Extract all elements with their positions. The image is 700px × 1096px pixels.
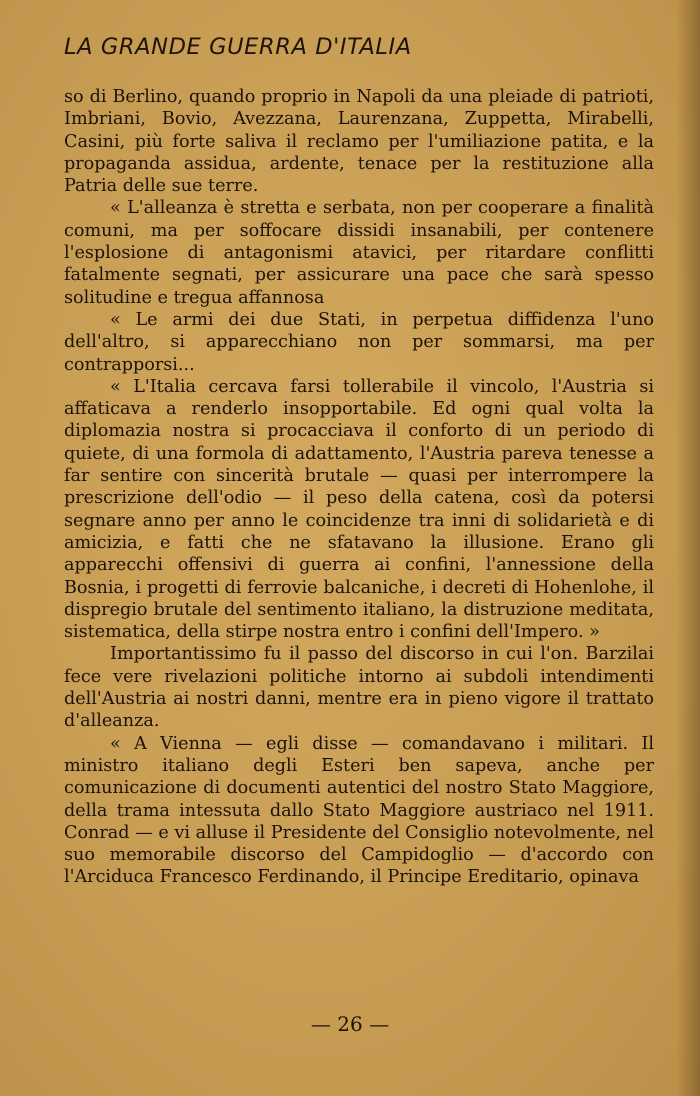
paragraph: « Le armi dei due Stati, in perpetua diffidenza l'uno dell'altro, si apparecchiano non per sommarsi, ma per contrapporsi... (64, 309, 654, 375)
paragraph: so di Berlino, quando proprio in Napoli da una pleiade di patrioti, Imbriani, Bovio, Avezzana, Laurenzana, Zuppetta, Mirabelli, Casini, più forte saliva il reclamo per l'umiliazione patita, e la propaganda assidua, ardente, tenace per la restituzione alla Patria delle sue terre. (64, 87, 654, 197)
paragraph: Importantissimo fu il passo del discorso in cui l'on. Barzilai fece vere rivelazioni politiche intorno ai subdoli intendimenti dell'Austria ai nostri danni, mentre era in pieno vigore il trattato d'alleanza. (64, 644, 654, 732)
paragraph: « A Vienna — egli disse — comandavano i militari. Il ministro italiano degli Esteri ben sapeva, anche per comunicazione di documenti autentici del nostro Stato Maggiore, della trama intessuta dallo Stato Maggiore austriaco nel 1911. Conrad — e vi alluse il Presidente del Consiglio notevolmente, nel suo memorabile discorso del Campidoglio — d'accordo con l'Arciduca Francesco Ferdinando, il Principe Ereditario, opinava (64, 733, 654, 888)
page-number: — 26 — (310, 1012, 390, 1036)
running-head: LA GRANDE GUERRA D'ITALIA (64, 34, 412, 60)
paragraph: « L'Italia cercava farsi tollerabile il vincolo, l'Austria si affaticava a renderlo insopportabile. Ed ogni qual volta la diplomazia nostra si procacciava il conforto di un periodo di quiete, di una formola di adattamento, l'Austria pareva tenesse a far sentire con sincerità brutale — quasi per interrompere la prescrizione dell'odio — il peso della catena, così da potersi segnare anno per anno le coincidenze tra inni di solidarietà e di amicizia, e fatti che ne sfatavano la illusione. Erano gli apparecchi offensivi di guerra ai confini, l'annessione della Bosnia, i progetti di ferrovie balcaniche, i decreti di Hohenlohe, il dispregio brutale del sentimento italiano, la distruzione meditata, sistematica, della stirpe nostra entro i confini dell'Impero. » (64, 376, 654, 643)
paragraph: « L'alleanza è stretta e serbata, non per cooperare a finalità comuni, ma per soffocare dissidi insanabili, per contenere l'esplosione di antagonismi atavici, per ritardare conflitti fatalmente segnati, per assicurare una pace che sarà spesso solitudine e tregua affannosa (64, 198, 654, 308)
body-text (64, 86, 654, 889)
page-gutter-shadow (676, 0, 700, 1096)
